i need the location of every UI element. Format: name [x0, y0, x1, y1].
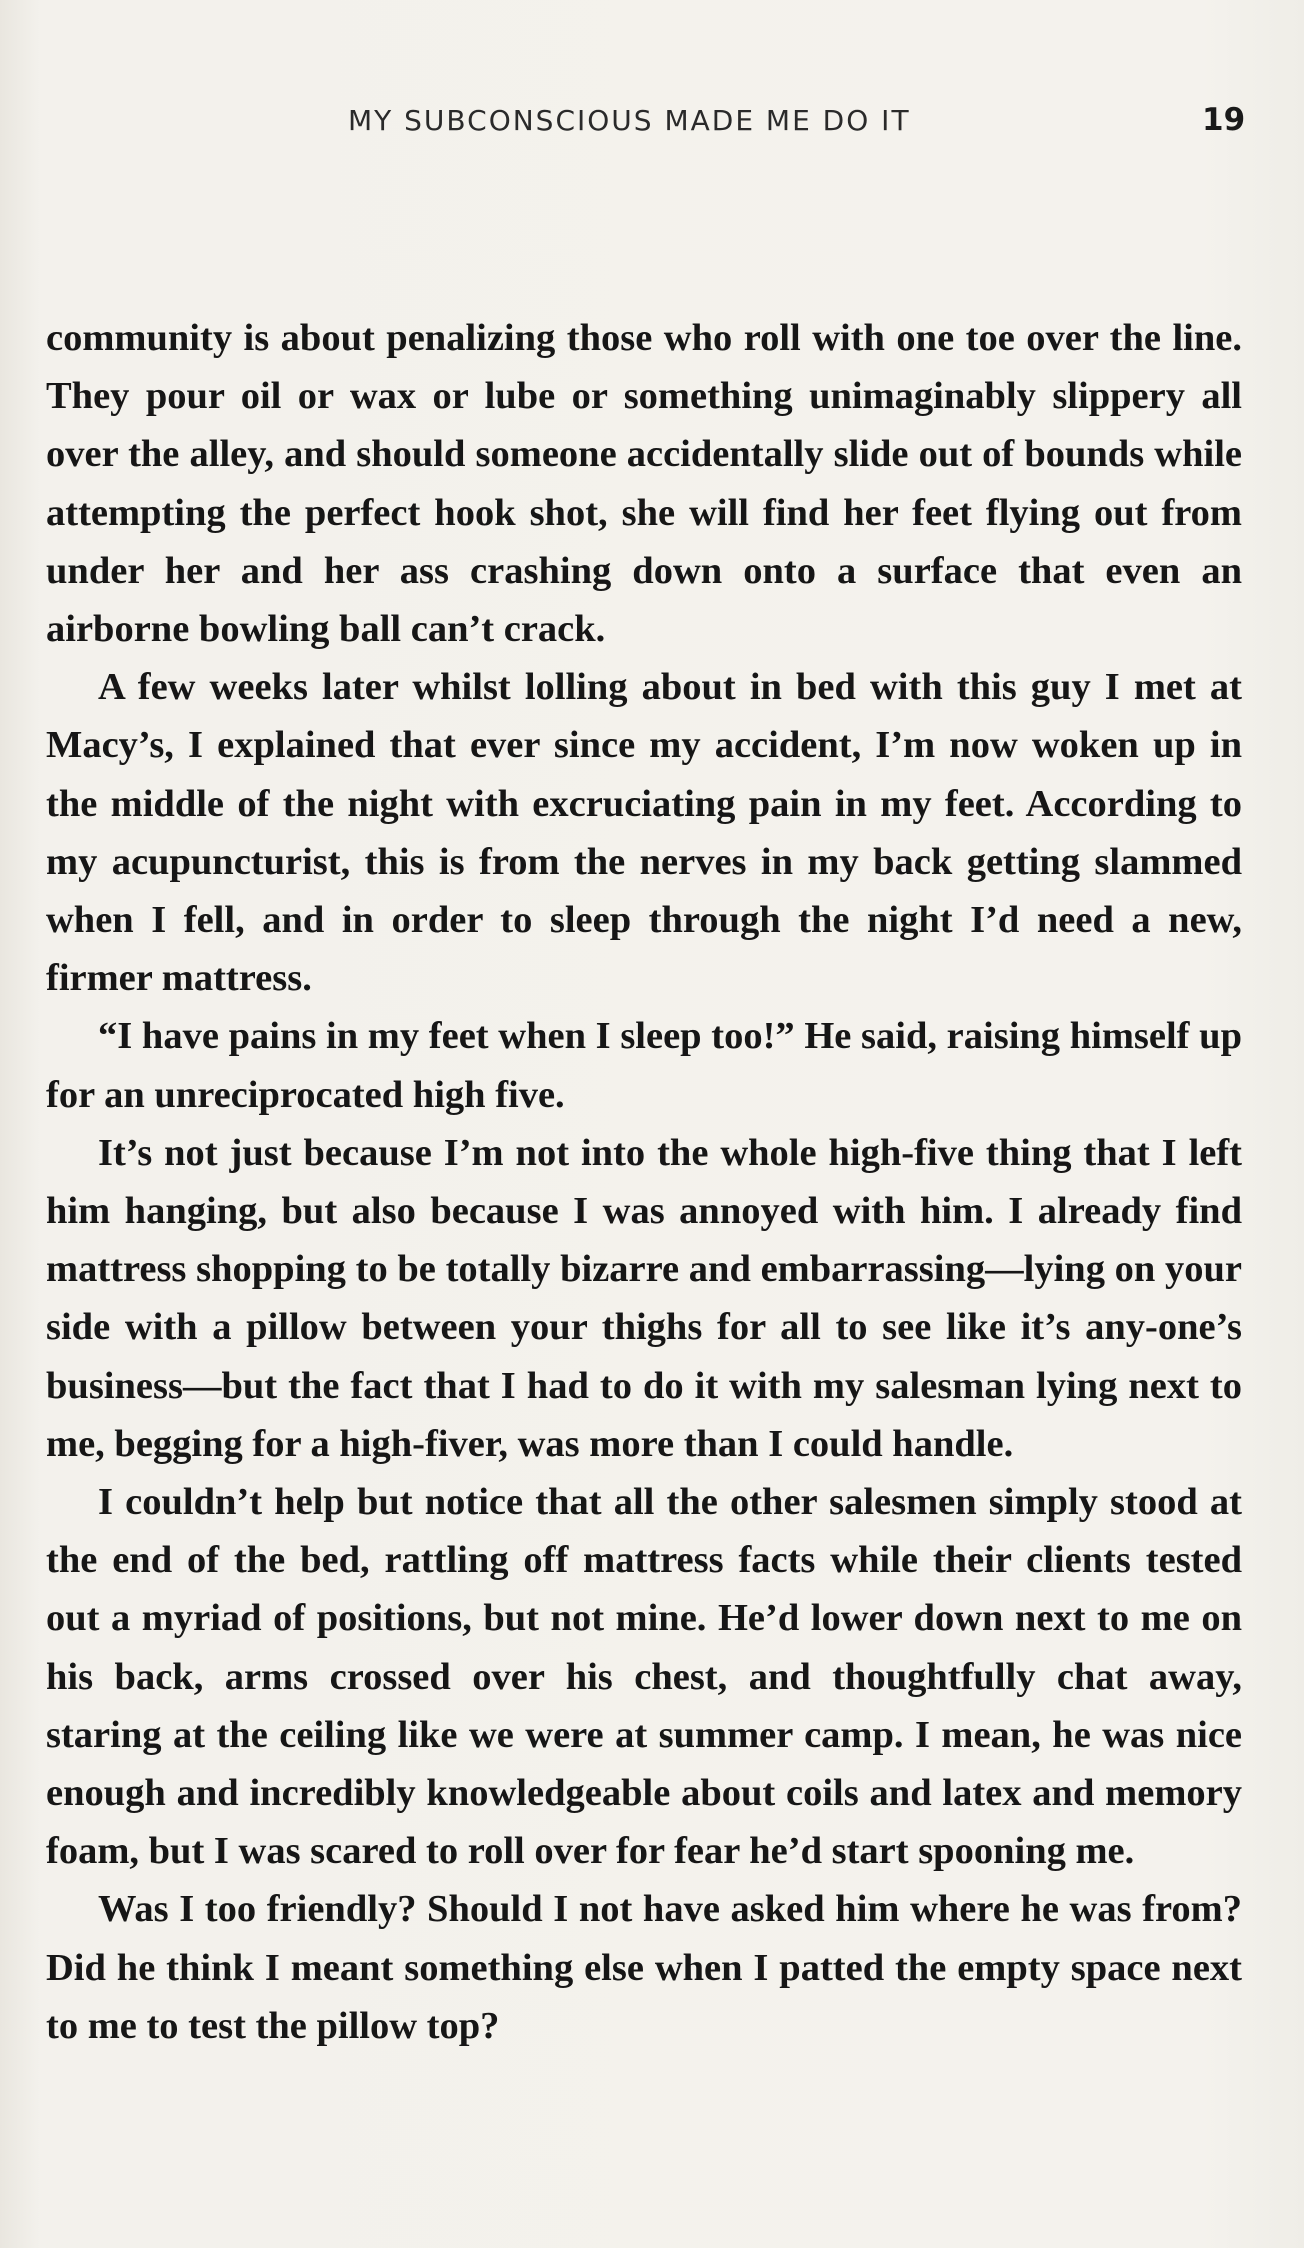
page-number: 19: [1202, 102, 1246, 138]
body-text: [46, 309, 1242, 2055]
paragraph: I couldn’t help but notice that all the other salesmen simply stood at the end of the bed, rattling off mattress facts while their clients tested out a myriad of positions, but not mine. He’d lower down next to me on his back, arms crossed over his chest, and thoughtfully chat away, staring at the ceiling like we were at summer camp. I mean, he was nice enough and incredibly knowledgeable about coils and latex and memory foam, but I was scared to roll over for fear he’d start spooning me.: [46, 1481, 1242, 1873]
paragraph: It’s not just because I’m not into the whole high-five thing that I left him hanging, but also because I was annoyed with him. I already find mattress shopping to be totally bizarre and embarrassing—lying on your side with a pillow between your thighs for all to see like it’s any-one’s business—but the fact that I had to do it with my salesman lying next to me, begging for a high-fiver, was more than I could handle.: [46, 1131, 1242, 1465]
paragraph: Was I too friendly? Should I not have asked him where he was from? Did he think I meant something else when I patted the empty space next to me to test the pillow top?: [46, 1888, 1242, 2047]
paragraph: community is about penalizing those who roll with one toe over the line. They pour oil or wax or lube or something unimaginably slippery all over the alley, and should someone accidentally slide out of bounds while attempting the perfect hook shot, she will find her feet flying out from under her and her ass crashing down onto a surface that even an airborne bowling ball can’t crack.: [46, 317, 1242, 651]
paragraph: “I have pains in my feet when I sleep too!” He said, raising himself up for an unreciprocated high five.: [46, 1015, 1242, 1116]
running-head-title: MY SUBCONSCIOUS MADE ME DO IT: [348, 104, 911, 137]
paragraph: A few weeks later whilst lolling about in bed with this guy I met at Macy’s, I explained that ever since my accident, I’m now woken up in the middle of the night with excruciating pain in my feet. According to my acupuncturist, this is from the nerves in my back getting slammed when I fell, and in order to sleep through the night I’d need a new, firmer mattress.: [46, 666, 1242, 1000]
running-head: [0, 104, 1304, 144]
